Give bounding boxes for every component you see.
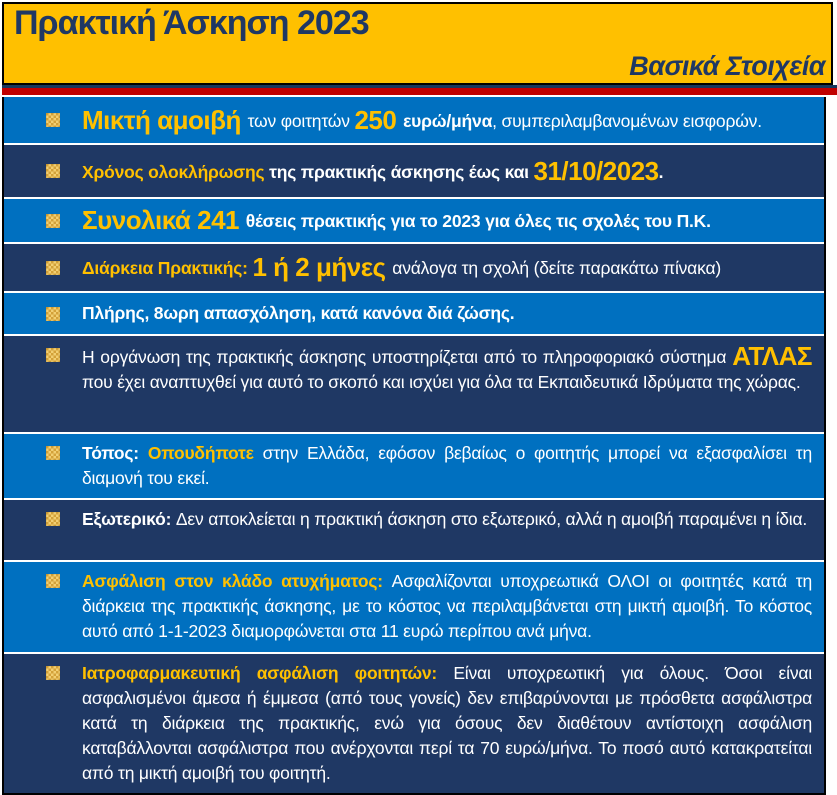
- list-item: [4, 562, 824, 652]
- text-segment: θέσεις πρακτικής για το 2023 για όλες τις σχολές του Π.Κ.: [245, 211, 711, 231]
- list-item-text: [82, 569, 812, 644]
- list-item: [4, 244, 824, 291]
- list-item: [4, 434, 824, 498]
- text-segment: , συμπεριλαμβανομένων εισφορών.: [492, 110, 762, 131]
- text-segment: Ασφαλίζονται υποχρεωτικά ΟΛΟΙ οι φοιτητές κατά τη διάρκεια της πρακτικής άσκησης, με το κόστος να περιλαμβάνεται στη μικτή αμοιβή. Το κόστος αυτό από 1-1-2023 διαμορφώνεται στα 11 ευρώ περίπου ανά μήνα.: [82, 571, 812, 641]
- list-item-text: [82, 661, 812, 786]
- text-segment: Ιατροφαρμακευτική ασφάλιση φοιτητών:: [82, 663, 454, 683]
- text-segment: Δεν αποκλείεται η πρακτική άσκηση στο εξωτερικό, αλλά η αμοιβή παραμένει η ίδια.: [175, 509, 808, 529]
- text-segment: Χρόνος ολοκλήρωσης: [82, 161, 270, 182]
- list-item: [4, 336, 824, 432]
- text-segment: ανάλογα τη σχολή (δείτε παρακάτω πίνακα): [392, 258, 721, 278]
- list-item-text: [82, 254, 812, 281]
- text-segment: ευρώ/μήνα: [403, 110, 493, 131]
- bullet-square-icon: [46, 261, 60, 275]
- list-item: [4, 145, 824, 197]
- list-item-text: [82, 301, 812, 326]
- bullet-square-icon: [46, 214, 60, 228]
- list-item: [4, 654, 824, 793]
- list-item-text: [82, 343, 812, 395]
- list-item-text: [82, 507, 812, 532]
- text-segment: Τόπος:: [82, 443, 148, 463]
- list-item: [4, 500, 824, 560]
- bullet-square-icon: [46, 348, 60, 362]
- text-segment: 250: [354, 104, 404, 135]
- text-segment: Πλήρης, 8ωρη απασχόληση, κατά κανόνα διά ζώσης.: [82, 303, 515, 323]
- text-segment: Μικτή αμοιβή: [82, 104, 248, 135]
- info-list: [2, 97, 826, 795]
- bullet-square-icon: [46, 307, 60, 321]
- text-segment: Συνολικά 241: [82, 205, 246, 235]
- text-segment: Ασφάλιση στον κλάδο ατυχήματος:: [82, 571, 392, 591]
- red-divider: [2, 88, 837, 95]
- text-segment: Διάρκεια Πρακτικής:: [82, 258, 253, 278]
- text-segment: Είναι υποχρεωτική για όλους. Όσοι είναι ασφαλισμένοι άμεσα ή έμμεσα (από τους γονείς) δεν επιβαρύνονται με πρόσθετα ασφάλιστρα κατά τη διάρκεια της πρακτικής, ενώ για όσους δεν διαθέτουν αντίστοιχη ασφάλιση καταβάλλονται ασφάλιστρα που ανέρχονται περί τα 70 ευρώ/μήνα. Το ποσό αυτό κατακρατείται από τη μικτή αμοιβή του φοιτητή.: [82, 663, 812, 783]
- text-segment: των φοιτητών: [247, 110, 355, 131]
- page-title: Πρακτική Άσκηση 2023: [14, 4, 369, 42]
- list-item: [4, 97, 824, 143]
- text-segment: 31/10/2023: [533, 155, 659, 186]
- text-segment: που έχει αναπτυχθεί για αυτό το σκοπό και ισχύει για όλα τα Εκπαιδευτικά Ιδρύματα της χώρας.: [82, 372, 801, 392]
- text-segment: .: [658, 161, 664, 182]
- list-item-text: [82, 441, 812, 491]
- bullet-square-icon: [46, 512, 60, 526]
- list-item: [4, 199, 824, 242]
- text-segment: Εξωτερικό:: [82, 509, 176, 529]
- bullet-square-icon: [46, 164, 60, 178]
- text-segment: Η οργάνωση της πρακτικής άσκησης υποστηρίζεται από το πληροφοριακό σύστημα: [82, 347, 733, 367]
- bullet-square-icon: [46, 113, 60, 127]
- text-segment: στην Ελλάδα, εφόσον βεβαίως ο φοιτητής μπορεί να εξασφαλίσει τη διαμονή του εκεί.: [82, 443, 812, 488]
- text-segment: ΑΤΛΑΣ: [732, 341, 812, 371]
- bullet-square-icon: [46, 574, 60, 588]
- text-segment: Οπουδήποτε: [147, 443, 263, 463]
- page-subtitle: Βασικά Στοιχεία: [629, 51, 825, 81]
- bullet-square-icon: [46, 666, 60, 680]
- list-item-text: [82, 104, 812, 135]
- text-segment: της πρακτικής άσκησης έως και: [269, 161, 534, 182]
- list-item-text: [82, 207, 812, 234]
- list-item: [4, 293, 824, 334]
- slide-header: [2, 2, 833, 85]
- text-segment: 1 ή 2 μήνες: [252, 252, 393, 282]
- bullet-square-icon: [46, 446, 60, 460]
- list-item-text: [82, 155, 812, 186]
